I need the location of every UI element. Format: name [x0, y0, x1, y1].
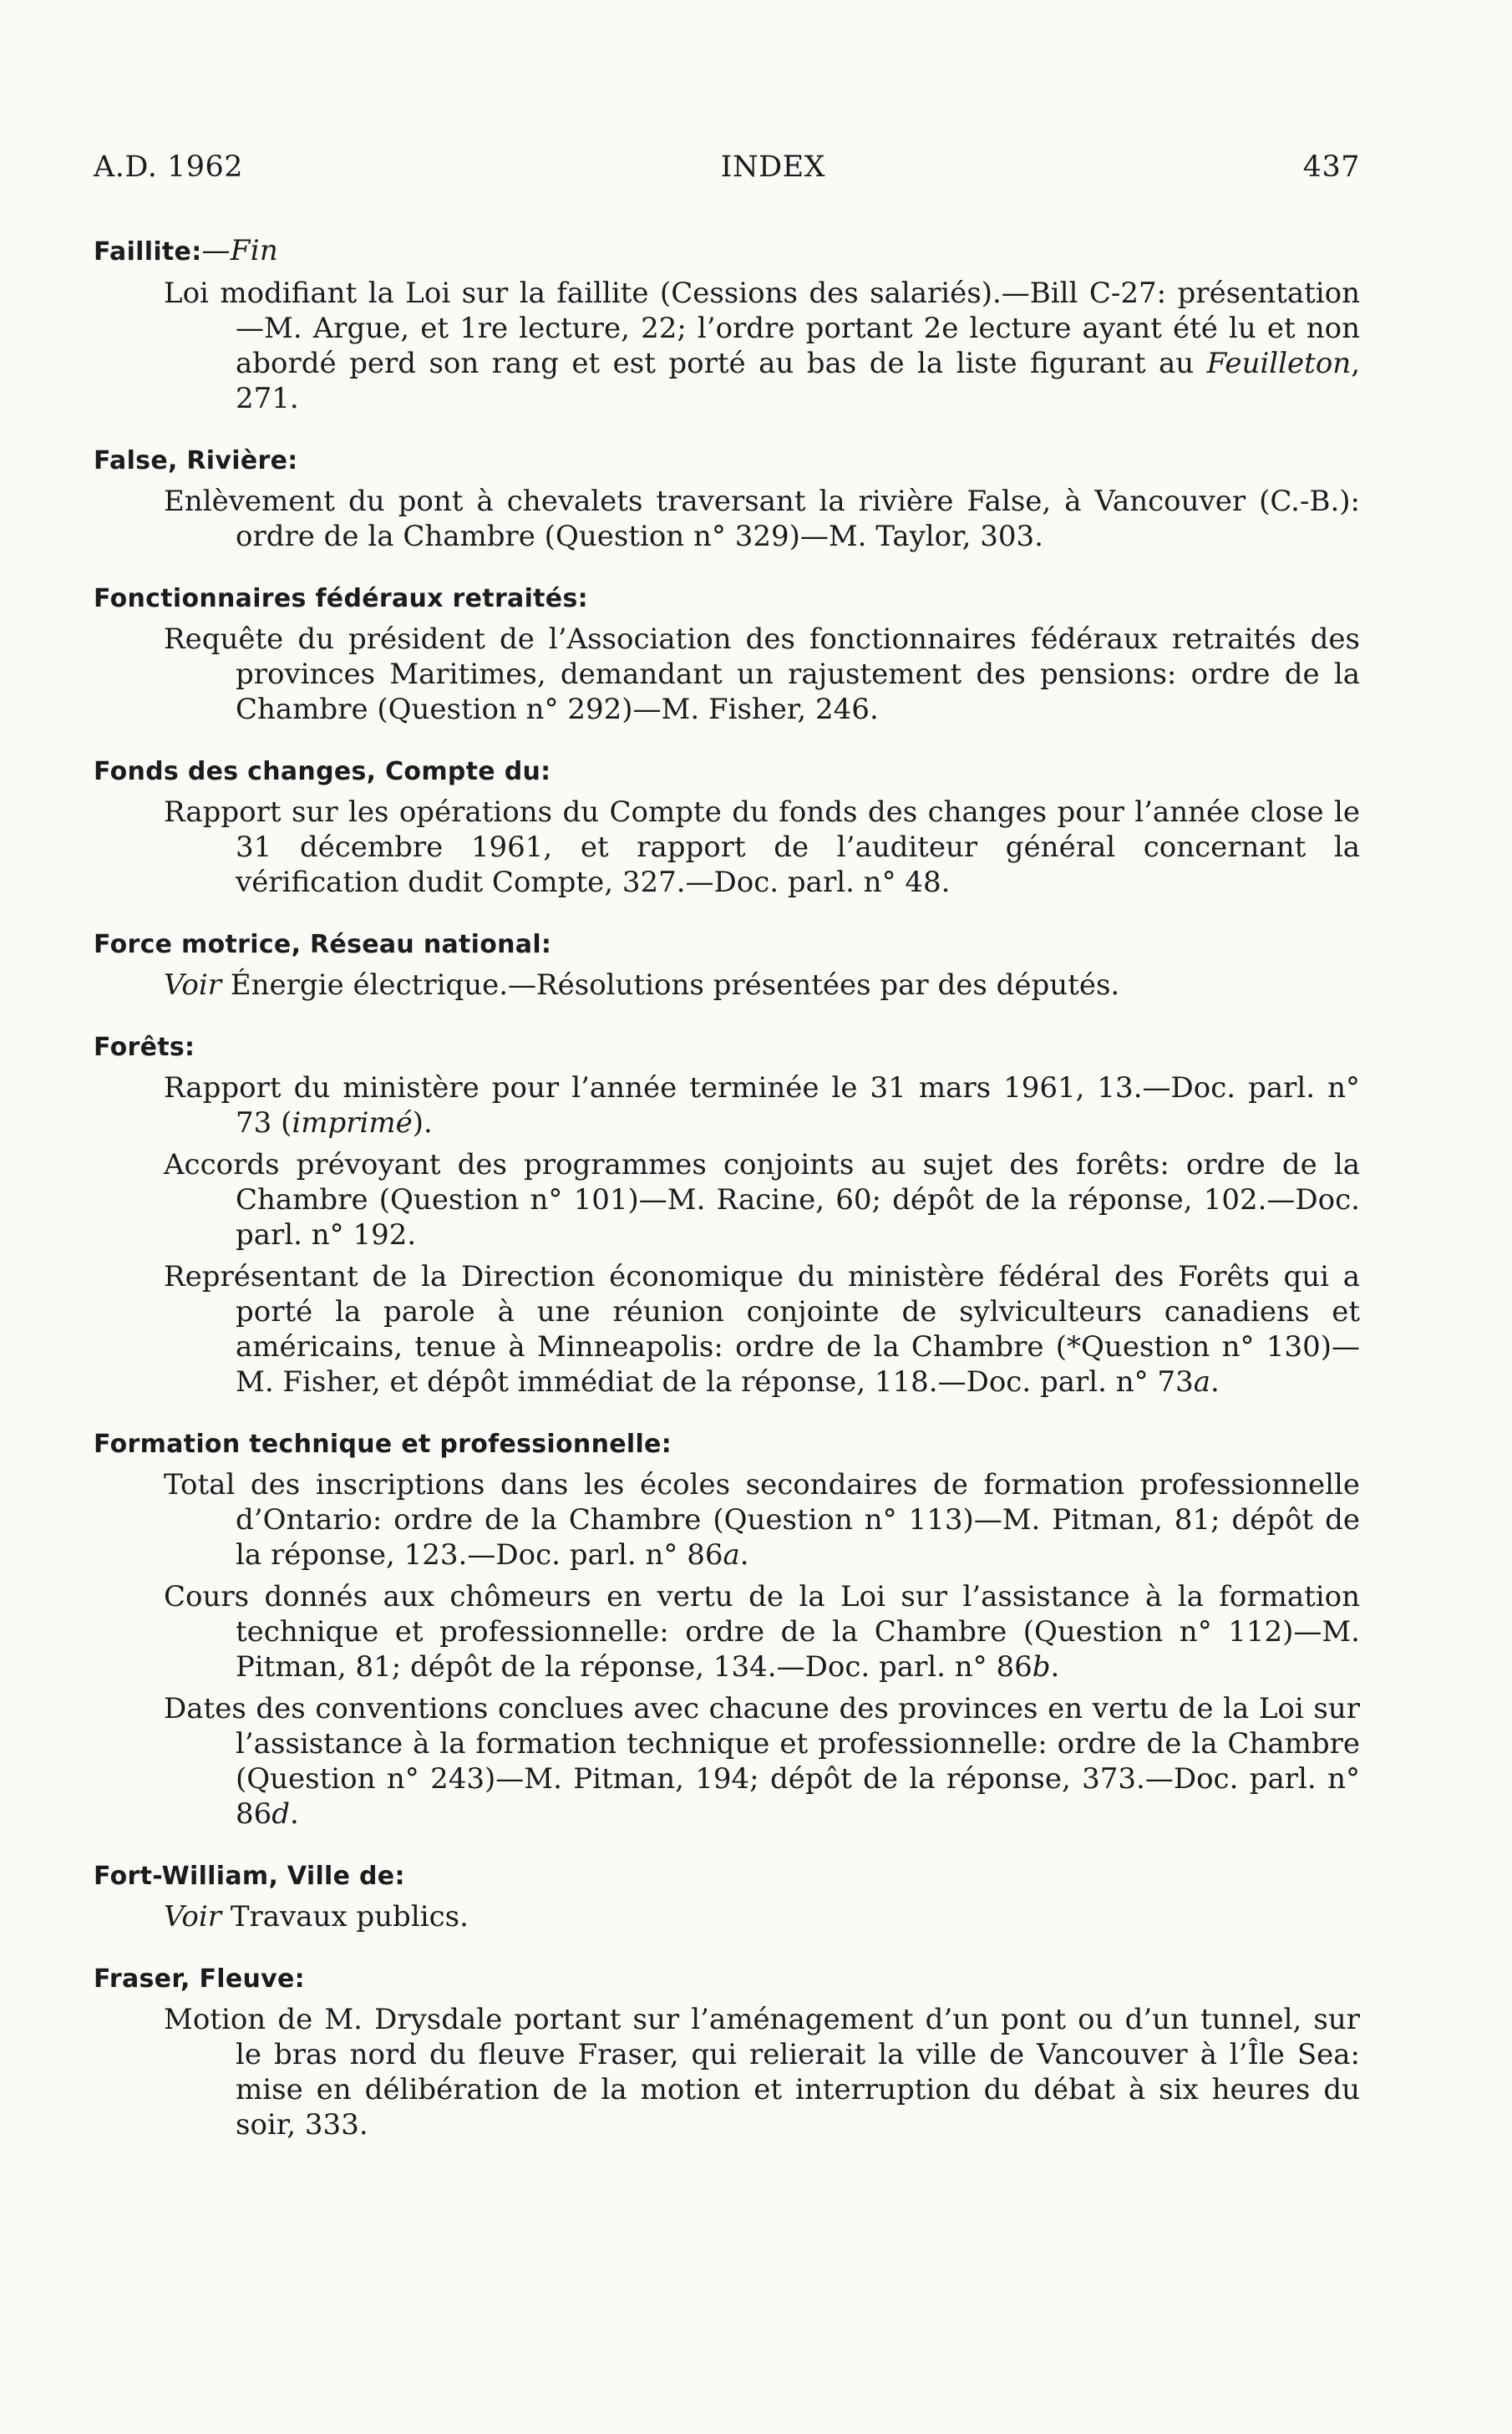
entry-heading-text: Forêts:: [94, 1033, 195, 1062]
entry-heading: [94, 446, 1360, 475]
entry-heading-suffix: —Fin: [201, 234, 279, 267]
entry-item-tail: .: [1210, 1365, 1220, 1399]
entry-heading: [94, 1033, 1360, 1062]
entry-item-text: Cours donnés aux chômeurs en vertu de la Loi sur l’assistance à la formation technique et professionnelle: ordre de la Chambre (Question n° 112)—M. Pitman, 81; dépôt de la réponse, 134.—Doc. parl. n° 86: [164, 1580, 1360, 1684]
entry-item-text: Dates des conventions conclues avec chacune des provinces en vertu de la Loi sur l’assistance à la formation technique et professionnelle: ordre de la Chambre (Question n° 243)—M. Pitman, 194; dépôt de la réponse, 373.—Doc. parl. n° 86: [164, 1692, 1360, 1831]
entry-heading: [94, 584, 1360, 613]
entry-item: [94, 484, 1360, 554]
see-reference-label: Voir: [164, 968, 222, 1002]
header-page-number: 437: [1302, 150, 1360, 184]
index-entry: [94, 234, 1360, 416]
entry-item-text: Rapport sur les opérations du Compte du fonds des changes pour l’année close le 31 décembre 1961, et rapport de l’auditeur général concernant la vérification dudit Compte, 327.—Doc. parl. n° 48.: [164, 795, 1360, 899]
entry-heading: [94, 1430, 1360, 1459]
entry-item-italic: a: [1193, 1365, 1210, 1399]
entry-item-text: Enlèvement du pont à chevalets traversant la rivière False, à Vancouver (C.-B.): ordre de la Chambre (Question n° 329)—M. Taylor, 303.: [164, 485, 1360, 553]
index-entry: [94, 1430, 1360, 1832]
see-reference-label: Voir: [164, 1900, 222, 1933]
entry-item-italic: b: [1032, 1650, 1051, 1684]
entry-item-text: Rapport du ministère pour l’année terminée le 31 mars 1961, 13.—Doc. parl. n° 73 (: [164, 1071, 1360, 1140]
entry-item: [94, 795, 1360, 900]
entry-item-text: Motion de M. Drysdale portant sur l’aménagement d’un pont ou d’un tunnel, sur le bras nord du fleuve Fraser, qui relierait la ville de Vancouver à l’Île Sea: mise en délibération de la motion et interruption du débat à six heures du soir, 333.: [164, 2003, 1360, 2142]
index-entry: [94, 1862, 1360, 1934]
entry-heading-text: Formation technique et professionnelle:: [94, 1430, 672, 1459]
entry-item-text: Total des inscriptions dans les écoles secondaires de formation professionnelle d’Ontario: ordre de la Chambre (Question n° 113)—M. Pitman, 81; dépôt de la réponse, 123.—Doc. parl. n° 86: [164, 1468, 1360, 1572]
entry-item-text: Requête du président de l’Association des fonctionnaires fédéraux retraités des provinces Maritimes, demandant un rajustement des pensions: ordre de la Chambre (Question n° 292)—M. Fisher, 246.: [164, 622, 1360, 726]
entry-item-text: Représentant de la Direction économique du ministère fédéral des Forêts qui a porté la parole à une réunion conjointe de sylviculteurs canadiens et américains, tenue à Minneapolis: ordre de la Chambre (*Question n° 130)—M. Fisher, et dépôt immédiat de la réponse, 118.—Doc. parl. n° 73: [164, 1260, 1360, 1399]
entry-item: [94, 2002, 1360, 2142]
entry-heading: [94, 234, 1360, 267]
entry-item-tail: ).: [412, 1106, 433, 1140]
index-entry: [94, 1964, 1360, 2142]
entry-heading: [94, 1964, 1360, 1994]
entry-item-italic: Feuilleton: [1206, 347, 1352, 380]
running-head: [94, 150, 1360, 184]
entry-heading-text: Fonctionnaires fédéraux retraités:: [94, 584, 588, 613]
entry-item: [94, 1467, 1360, 1573]
entry-heading-text: Fraser, Fleuve:: [94, 1964, 305, 1994]
entry-item: [94, 968, 1360, 1003]
entry-item-italic: d: [271, 1797, 291, 1831]
entry-item: [94, 622, 1360, 727]
entry-heading-text: Force motrice, Réseau national:: [94, 930, 552, 959]
entry-heading: [94, 930, 1360, 959]
entry-item: [94, 1259, 1360, 1400]
entry-item: [94, 276, 1360, 416]
entry-item-tail: .: [290, 1797, 299, 1831]
index-page: [94, 150, 1360, 2172]
entry-heading: [94, 757, 1360, 786]
entry-item: [94, 1070, 1360, 1141]
index-entry: [94, 757, 1360, 900]
entry-item-text: Travaux publics.: [221, 1900, 469, 1933]
index-entry: [94, 446, 1360, 554]
index-entry: [94, 930, 1360, 1003]
entry-heading-text: False, Rivière:: [94, 446, 298, 475]
entry-item-text: Énergie électrique.—Résolutions présentées par des députés.: [221, 968, 1120, 1002]
index-entries: [94, 234, 1360, 2142]
entry-item: [94, 1899, 1360, 1934]
entry-heading-text: Fort-William, Ville de:: [94, 1862, 405, 1891]
entry-item-text: Loi modifiant la Loi sur la faillite (Cessions des salariés).—Bill C-27: présentation—M. Argue, et 1re lecture, 22; l’ordre portant 2e lecture ayant été lu et non abordé perd son rang et est porté au bas de la liste figurant au: [164, 277, 1360, 380]
entry-heading-text: Faillite:: [94, 237, 202, 267]
entry-item-tail: .: [739, 1538, 749, 1572]
index-entry: [94, 584, 1360, 727]
entry-item: [94, 1579, 1360, 1684]
index-entry: [94, 1033, 1360, 1400]
entry-item-italic: imprimé: [292, 1106, 413, 1140]
header-year: A.D. 1962: [94, 150, 244, 184]
entry-item-tail: .: [1050, 1650, 1060, 1684]
entry-item-text: Accords prévoyant des programmes conjoints au sujet des forêts: ordre de la Chambre (Question n° 101)—M. Racine, 60; dépôt de la réponse, 102.—Doc. parl. n° 192.: [164, 1148, 1360, 1252]
entry-item-tail: , 271.: [236, 347, 1360, 415]
entry-heading-text: Fonds des changes, Compte du:: [94, 757, 551, 786]
entry-item: [94, 1691, 1360, 1832]
entry-item: [94, 1147, 1360, 1253]
header-title: INDEX: [720, 150, 826, 184]
entry-heading: [94, 1862, 1360, 1891]
entry-item-italic: a: [723, 1538, 740, 1572]
